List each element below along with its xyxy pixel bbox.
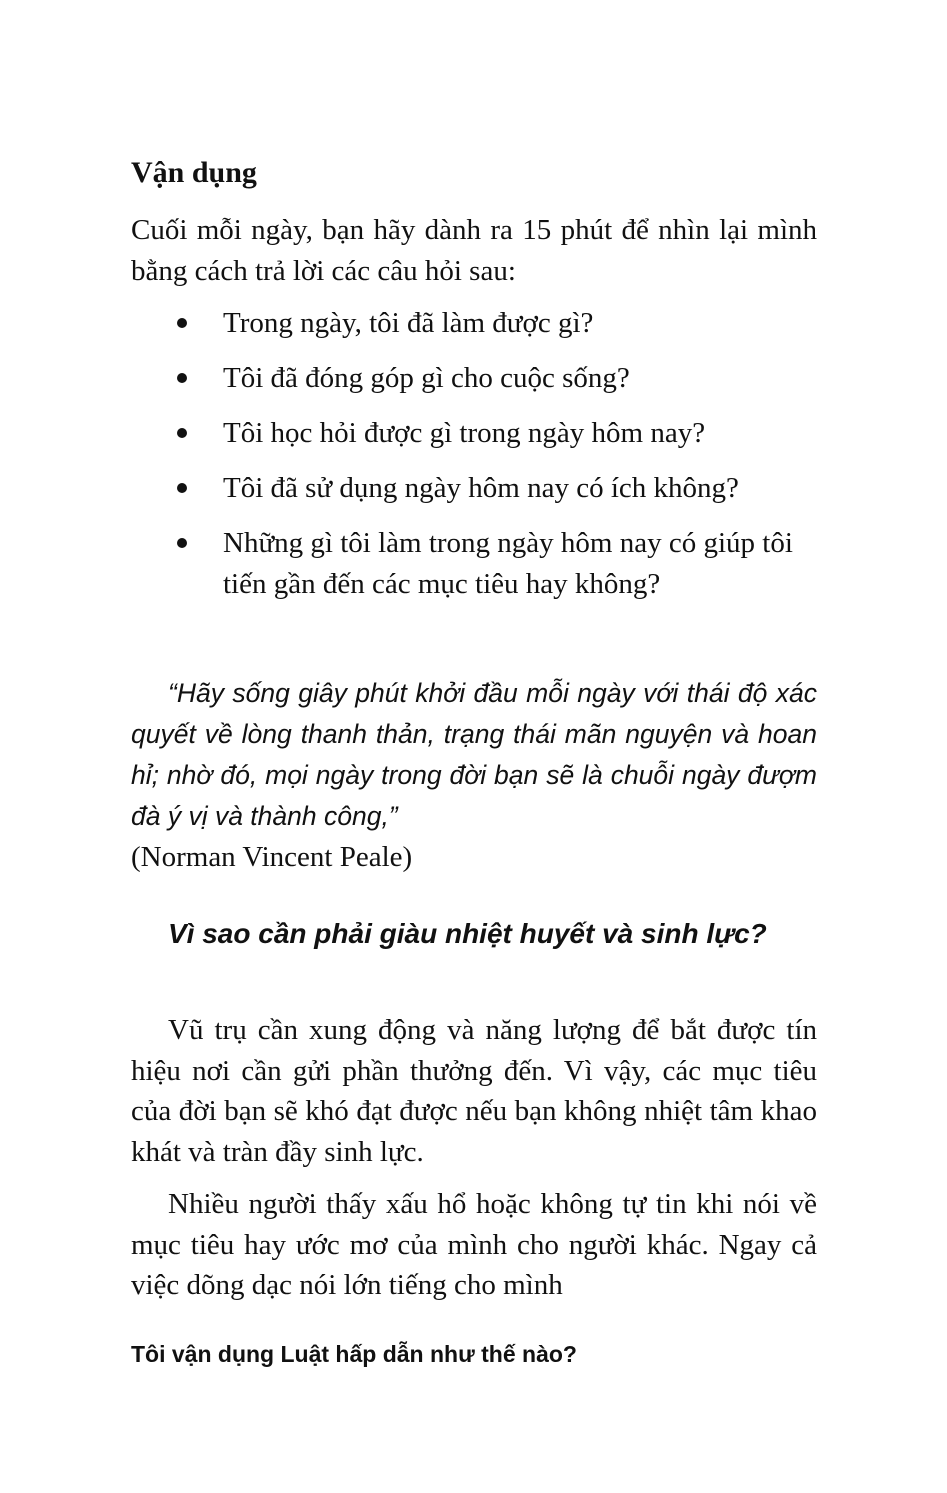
quote-text: “Hãy sống giây phút khởi đầu mỗi ngày với thái độ xác quyết về lòng thanh thản, trạng thái mãn nguyện và hoan hỉ; nhờ đó, mọi ngày trong đời bạn sẽ là chuỗi ngày đượm đà ý vị và thành công,”	[131, 678, 817, 831]
list-item	[131, 303, 817, 344]
intro-paragraph: Cuối mỗi ngày, bạn hãy dành ra 15 phút để nhìn lại mình bằng cách trả lời các câu hỏi sau:	[131, 214, 817, 287]
question-text: Trong ngày, tôi đã làm được gì?	[223, 307, 594, 339]
section-title: Vận dụng	[131, 156, 257, 189]
quote-block	[131, 673, 817, 878]
list-item	[131, 468, 817, 509]
question-text: Tôi học hỏi được gì trong ngày hôm nay?	[223, 417, 706, 449]
question-text: Tôi đã đóng góp gì cho cuộc sống?	[223, 362, 630, 394]
bullet-icon	[177, 538, 187, 548]
sub-heading: Vì sao cần phải giàu nhiệt huyết và sinh lực?	[168, 918, 767, 949]
question-text: Tôi đã sử dụng ngày hôm nay có ích không?	[223, 472, 739, 504]
bullet-icon	[177, 373, 187, 383]
list-item	[131, 358, 817, 399]
body-paragraph-2: Nhiều người thấy xấu hổ hoặc không tự tin khi nói về mục tiêu hay ước mơ của mình cho người khác. Ngay cả việc dõng dạc nói lớn tiếng cho mình	[131, 1188, 817, 1301]
bullet-icon	[177, 483, 187, 493]
list-item	[131, 523, 817, 605]
bullet-icon	[177, 318, 187, 328]
quote-attribution: (Norman Vincent Peale)	[131, 841, 413, 873]
body-paragraph-1: Vũ trụ cần xung động và năng lượng để bắt được tín hiệu nơi cần gửi phần thưởng đến. Vì vậy, các mục tiêu của đời bạn sẽ khó đạt được nếu bạn không nhiệt tâm khao khát và tràn đầy sinh lực.	[131, 1014, 817, 1168]
bullet-icon	[177, 428, 187, 438]
question-text: Những gì tôi làm trong ngày hôm nay có giúp tôi tiến gần đến các mục tiêu hay không?	[223, 527, 793, 600]
question-list	[131, 303, 817, 619]
list-item	[131, 413, 817, 454]
running-footer: Tôi vận dụng Luật hấp dẫn như thế nào?	[131, 1341, 577, 1367]
